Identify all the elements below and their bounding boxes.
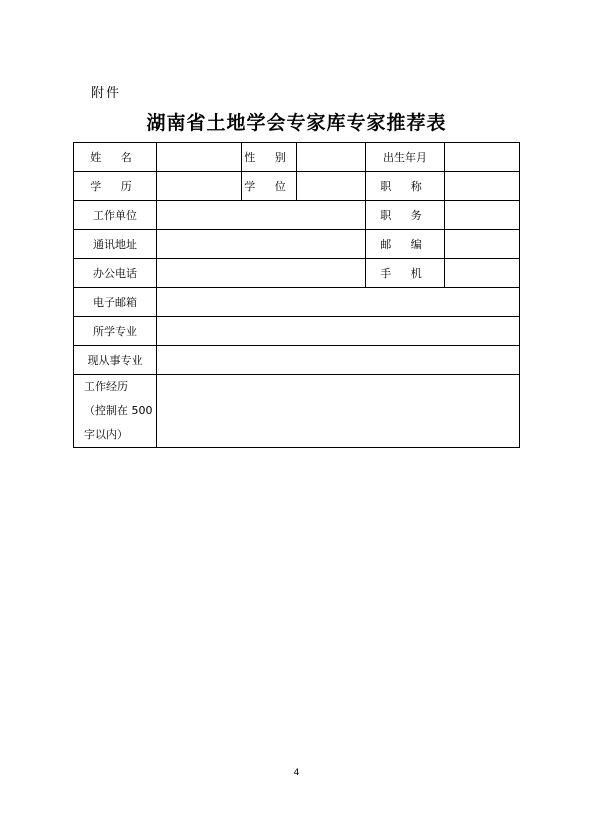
field-gender[interactable] xyxy=(297,143,366,172)
label-degree: 学 位 xyxy=(242,172,297,201)
attachment-label: 附件 xyxy=(91,86,122,101)
label-office-phone: 办公电话 xyxy=(74,259,157,288)
row-address xyxy=(74,230,520,259)
label-experience-line3: 字以内） xyxy=(84,428,128,441)
field-birth[interactable] xyxy=(445,143,520,172)
field-position[interactable] xyxy=(445,201,520,230)
label-gender: 性 别 xyxy=(242,143,297,172)
label-work-unit: 工作单位 xyxy=(74,201,157,230)
field-current-field[interactable] xyxy=(157,346,520,375)
label-postcode: 邮 编 xyxy=(366,230,445,259)
field-office-phone[interactable] xyxy=(157,259,366,288)
label-education: 学 历 xyxy=(74,172,157,201)
row-email xyxy=(74,288,520,317)
label-title-rank: 职 称 xyxy=(366,172,445,201)
label-email: 电子邮箱 xyxy=(74,288,157,317)
row-work-unit xyxy=(74,201,520,230)
label-major: 所学专业 xyxy=(74,317,157,346)
label-position: 职 务 xyxy=(366,201,445,230)
field-postcode[interactable] xyxy=(445,230,520,259)
row-current-field xyxy=(74,346,520,375)
row-phone xyxy=(74,259,520,288)
page-number: 4 xyxy=(293,768,300,778)
label-address: 通讯地址 xyxy=(74,230,157,259)
row-name xyxy=(74,143,520,172)
label-current-field: 现从事专业 xyxy=(74,346,157,375)
field-address[interactable] xyxy=(157,230,366,259)
label-experience-line1: 工作经历 xyxy=(84,380,128,393)
field-name[interactable] xyxy=(157,143,242,172)
field-work-unit[interactable] xyxy=(157,201,366,230)
field-degree[interactable] xyxy=(297,172,366,201)
form-title: 湖南省土地学会专家库专家推荐表 xyxy=(146,112,447,134)
field-major[interactable] xyxy=(157,317,520,346)
row-major xyxy=(74,317,520,346)
field-title-rank[interactable] xyxy=(445,172,520,201)
field-education[interactable] xyxy=(157,172,242,201)
label-birth: 出生年月 xyxy=(366,143,445,172)
label-experience-line2: （控制在 500 xyxy=(84,404,153,417)
label-name: 姓 名 xyxy=(74,143,157,172)
label-experience xyxy=(74,375,157,448)
row-experience xyxy=(74,375,520,448)
row-education xyxy=(74,172,520,201)
field-mobile[interactable] xyxy=(445,259,520,288)
field-email[interactable] xyxy=(157,288,520,317)
field-experience[interactable] xyxy=(157,375,520,448)
recommendation-form xyxy=(73,142,520,448)
label-mobile: 手 机 xyxy=(366,259,445,288)
